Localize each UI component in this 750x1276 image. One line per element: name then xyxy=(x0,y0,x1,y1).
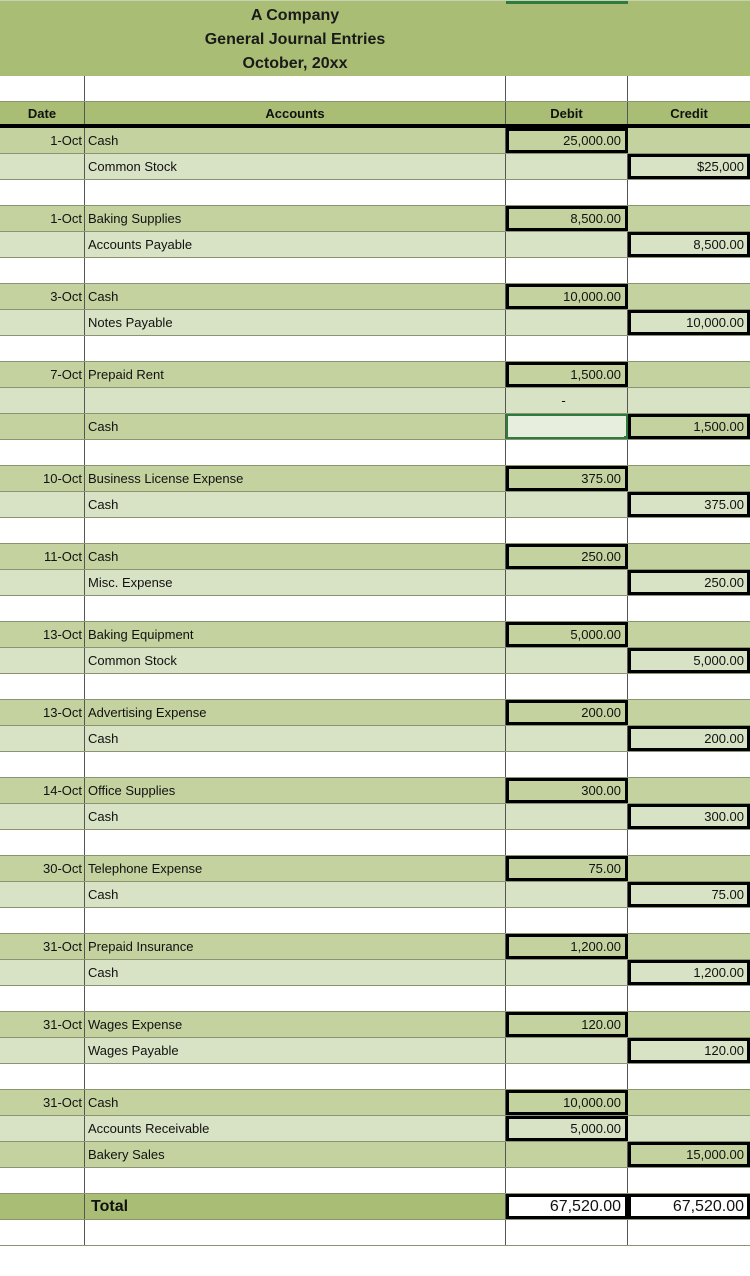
account-cell[interactable]: Common Stock xyxy=(85,154,506,179)
credit-cell[interactable]: 1,500.00 xyxy=(628,414,750,439)
credit-cell[interactable] xyxy=(628,700,750,725)
debit-cell[interactable] xyxy=(506,752,628,777)
debit-cell[interactable] xyxy=(506,336,628,361)
date-cell[interactable] xyxy=(0,1038,85,1063)
date-cell[interactable]: 31-Oct xyxy=(0,1012,85,1037)
journal-entry-row xyxy=(0,804,750,830)
credit-cell[interactable] xyxy=(628,440,750,465)
journal-entry-row xyxy=(0,466,750,492)
date-cell[interactable] xyxy=(0,1194,85,1219)
journal-entry-row xyxy=(0,128,750,154)
account-cell[interactable] xyxy=(85,830,506,855)
account-cell[interactable] xyxy=(85,674,506,699)
column-selection-indicator xyxy=(506,1,628,4)
date-cell[interactable]: 13-Oct xyxy=(0,700,85,725)
debit-cell[interactable]: - xyxy=(506,388,628,413)
total-label[interactable]: Total xyxy=(85,1194,506,1219)
blank-row xyxy=(0,596,750,622)
date-cell[interactable] xyxy=(0,1116,85,1141)
date-cell[interactable]: 14-Oct xyxy=(0,778,85,803)
credit-cell[interactable] xyxy=(628,622,750,647)
debit-cell[interactable] xyxy=(506,570,628,595)
debit-cell[interactable] xyxy=(506,648,628,673)
account-cell[interactable]: Wages Payable xyxy=(85,1038,506,1063)
journal-entry-row xyxy=(0,1012,750,1038)
column-header-row xyxy=(0,102,750,128)
journal-entry-row xyxy=(0,622,750,648)
account-cell[interactable] xyxy=(85,986,506,1011)
credit-cell[interactable] xyxy=(628,284,750,309)
date-cell[interactable]: 1-Oct xyxy=(0,128,85,153)
debit-cell[interactable]: 300.00 xyxy=(506,778,628,803)
date-cell[interactable] xyxy=(0,596,85,621)
date-cell[interactable]: 1-Oct xyxy=(0,206,85,231)
credit-cell[interactable]: 250.00 xyxy=(628,570,750,595)
blank-row xyxy=(0,336,750,362)
account-cell[interactable]: Cash xyxy=(85,128,506,153)
credit-cell[interactable]: 15,000.00 xyxy=(628,1142,750,1167)
account-cell[interactable] xyxy=(85,440,506,465)
debit-cell[interactable]: 75.00 xyxy=(506,856,628,881)
account-cell[interactable]: Prepaid Insurance xyxy=(85,934,506,959)
account-cell[interactable]: Baking Supplies xyxy=(85,206,506,231)
date-cell[interactable] xyxy=(0,180,85,205)
blank-row xyxy=(0,830,750,856)
date-cell[interactable]: 30-Oct xyxy=(0,856,85,881)
debit-cell[interactable] xyxy=(506,258,628,283)
account-cell[interactable]: Misc. Expense xyxy=(85,570,506,595)
debit-cell[interactable]: 120.00 xyxy=(506,1012,628,1037)
account-cell[interactable] xyxy=(85,1220,506,1245)
total-debit[interactable]: 67,520.00 xyxy=(506,1194,628,1219)
credit-cell[interactable] xyxy=(628,466,750,491)
credit-cell[interactable] xyxy=(628,830,750,855)
credit-cell[interactable] xyxy=(628,596,750,621)
journal-entry-row xyxy=(0,934,750,960)
journal-entry-row xyxy=(0,388,750,414)
account-cell[interactable]: Accounts Payable xyxy=(85,232,506,257)
account-cell[interactable]: Bakery Sales xyxy=(85,1142,506,1167)
sheet-header xyxy=(0,0,750,80)
debit-cell[interactable] xyxy=(506,674,628,699)
date-cell[interactable]: 11-Oct xyxy=(0,544,85,569)
journal-entry-row xyxy=(0,778,750,804)
credit-cell[interactable] xyxy=(628,362,750,387)
debit-cell[interactable] xyxy=(506,310,628,335)
debit-cell[interactable] xyxy=(506,76,628,101)
date-cell[interactable] xyxy=(0,76,85,101)
credit-cell[interactable] xyxy=(628,1168,750,1193)
debit-cell[interactable] xyxy=(506,882,628,907)
credit-cell[interactable]: 300.00 xyxy=(628,804,750,829)
blank-row xyxy=(0,180,750,206)
account-cell[interactable]: Notes Payable xyxy=(85,310,506,335)
report-title[interactable]: General Journal Entries xyxy=(204,31,386,48)
journal-entry-row xyxy=(0,856,750,882)
debit-cell[interactable] xyxy=(506,232,628,257)
debit-cell[interactable]: 1,500.00 xyxy=(506,362,628,387)
credit-cell[interactable]: 75.00 xyxy=(628,882,750,907)
account-cell[interactable]: Cash xyxy=(85,804,506,829)
journal-entry-row xyxy=(0,284,750,310)
report-period[interactable]: October, 20xx xyxy=(242,55,348,72)
credit-cell[interactable]: 200.00 xyxy=(628,726,750,751)
date-cell[interactable] xyxy=(0,1168,85,1193)
blank-row xyxy=(0,674,750,700)
debit-cell[interactable]: 1,200.00 xyxy=(506,934,628,959)
journal-entry-row xyxy=(0,726,750,752)
date-cell[interactable] xyxy=(0,154,85,179)
journal-entry-row xyxy=(0,700,750,726)
account-cell[interactable]: Baking Equipment xyxy=(85,622,506,647)
credit-cell[interactable]: 8,500.00 xyxy=(628,232,750,257)
date-cell[interactable] xyxy=(0,388,85,413)
journal-entry-row xyxy=(0,1116,750,1142)
debit-cell[interactable] xyxy=(506,908,628,933)
date-cell[interactable] xyxy=(0,960,85,985)
blank-row xyxy=(0,258,750,284)
account-cell[interactable]: Cash xyxy=(85,882,506,907)
credit-cell[interactable] xyxy=(628,518,750,543)
date-cell[interactable] xyxy=(0,492,85,517)
account-cell[interactable]: Cash xyxy=(85,960,506,985)
date-cell[interactable] xyxy=(0,648,85,673)
account-cell[interactable] xyxy=(85,76,506,101)
debit-cell[interactable] xyxy=(506,1038,628,1063)
account-cell[interactable]: Office Supplies xyxy=(85,778,506,803)
account-cell[interactable] xyxy=(85,388,506,413)
debit-cell[interactable]: 8,500.00 xyxy=(506,206,628,231)
account-cell[interactable] xyxy=(85,258,506,283)
account-cell[interactable]: Business License Expense xyxy=(85,466,506,491)
credit-cell[interactable] xyxy=(628,752,750,777)
account-cell[interactable] xyxy=(85,752,506,777)
date-cell[interactable] xyxy=(0,1064,85,1089)
debit-cell[interactable] xyxy=(506,440,628,465)
date-cell[interactable]: 13-Oct xyxy=(0,622,85,647)
blank-row xyxy=(0,908,750,934)
journal-entry-row xyxy=(0,1038,750,1064)
debit-cell[interactable]: 10,000.00 xyxy=(506,284,628,309)
account-cell[interactable]: Cash xyxy=(85,544,506,569)
journal-entry-row xyxy=(0,492,750,518)
date-cell[interactable] xyxy=(0,986,85,1011)
debit-cell[interactable] xyxy=(506,596,628,621)
debit-cell[interactable]: 5,000.00 xyxy=(506,1116,628,1141)
account-cell[interactable]: Cash xyxy=(85,1090,506,1115)
debit-cell[interactable] xyxy=(506,518,628,543)
date-cell[interactable] xyxy=(0,1142,85,1167)
account-cell[interactable]: Accounts Receivable xyxy=(85,1116,506,1141)
debit-cell[interactable] xyxy=(506,1220,628,1245)
date-cell[interactable]: 3-Oct xyxy=(0,284,85,309)
journal-entry-row xyxy=(0,960,750,986)
date-cell[interactable] xyxy=(0,804,85,829)
credit-cell[interactable] xyxy=(628,674,750,699)
journal-entry-row xyxy=(0,362,750,388)
account-cell[interactable]: Cash xyxy=(85,284,506,309)
debit-cell[interactable] xyxy=(506,986,628,1011)
account-cell[interactable] xyxy=(85,336,506,361)
journal-entry-row xyxy=(0,648,750,674)
journal-entry-row xyxy=(0,570,750,596)
date-cell[interactable]: 31-Oct xyxy=(0,1090,85,1115)
date-cell[interactable] xyxy=(0,908,85,933)
journal-entry-row xyxy=(0,1142,750,1168)
debit-cell[interactable]: 250.00 xyxy=(506,544,628,569)
date-cell[interactable] xyxy=(0,674,85,699)
debit-cell[interactable] xyxy=(506,726,628,751)
credit-cell[interactable] xyxy=(628,76,750,101)
account-cell[interactable]: Cash xyxy=(85,726,506,751)
date-cell[interactable] xyxy=(0,518,85,543)
credit-cell[interactable] xyxy=(628,934,750,959)
debit-cell[interactable] xyxy=(506,804,628,829)
date-cell[interactable]: 10-Oct xyxy=(0,466,85,491)
journal-entry-row xyxy=(0,206,750,232)
credit-cell[interactable] xyxy=(628,128,750,153)
journal-entry-row xyxy=(0,154,750,180)
account-cell[interactable] xyxy=(85,908,506,933)
column-header-date[interactable]: Date xyxy=(0,102,85,124)
blank-row xyxy=(0,986,750,1012)
date-cell[interactable] xyxy=(0,570,85,595)
account-cell[interactable]: Advertising Expense xyxy=(85,700,506,725)
debit-cell[interactable] xyxy=(506,960,628,985)
credit-cell[interactable] xyxy=(628,1220,750,1245)
credit-cell[interactable] xyxy=(628,180,750,205)
account-cell[interactable]: Cash xyxy=(85,414,506,439)
date-cell[interactable] xyxy=(0,726,85,751)
account-cell[interactable] xyxy=(85,180,506,205)
column-header-debit[interactable]: Debit xyxy=(506,102,628,124)
date-cell[interactable] xyxy=(0,232,85,257)
date-cell[interactable] xyxy=(0,336,85,361)
debit-cell[interactable] xyxy=(506,1064,628,1089)
credit-cell[interactable] xyxy=(628,336,750,361)
debit-cell[interactable]: 10,000.00 xyxy=(506,1090,628,1115)
date-cell[interactable]: 7-Oct xyxy=(0,362,85,387)
debit-cell[interactable]: 375.00 xyxy=(506,466,628,491)
debit-cell[interactable] xyxy=(506,830,628,855)
date-cell[interactable] xyxy=(0,882,85,907)
credit-cell[interactable] xyxy=(628,1064,750,1089)
date-cell[interactable] xyxy=(0,752,85,777)
credit-cell[interactable] xyxy=(628,544,750,569)
credit-cell[interactable] xyxy=(628,908,750,933)
debit-cell[interactable]: 25,000.00 xyxy=(506,128,628,153)
blank-row xyxy=(0,440,750,466)
account-cell[interactable]: Cash xyxy=(85,492,506,517)
account-cell[interactable]: Common Stock xyxy=(85,648,506,673)
column-header-credit[interactable]: Credit xyxy=(670,105,708,121)
debit-cell[interactable] xyxy=(506,492,628,517)
credit-cell[interactable] xyxy=(628,1090,750,1115)
credit-cell[interactable]: 1,200.00 xyxy=(628,960,750,985)
credit-cell[interactable] xyxy=(628,258,750,283)
blank-row xyxy=(0,76,750,102)
column-header-accounts[interactable]: Accounts xyxy=(85,102,506,124)
date-cell[interactable] xyxy=(0,440,85,465)
blank-row xyxy=(0,1168,750,1194)
credit-cell[interactable] xyxy=(628,1116,750,1141)
account-cell[interactable] xyxy=(85,1168,506,1193)
credit-cell[interactable] xyxy=(628,856,750,881)
total-credit[interactable]: 67,520.00 xyxy=(628,1194,750,1219)
account-cell[interactable]: Wages Expense xyxy=(85,1012,506,1037)
account-cell[interactable] xyxy=(85,518,506,543)
account-cell[interactable] xyxy=(85,1064,506,1089)
credit-cell[interactable]: 5,000.00 xyxy=(628,648,750,673)
debit-cell[interactable]: 200.00 xyxy=(506,700,628,725)
date-cell[interactable]: 31-Oct xyxy=(0,934,85,959)
credit-cell[interactable] xyxy=(628,388,750,413)
credit-cell[interactable]: 375.00 xyxy=(628,492,750,517)
credit-cell[interactable] xyxy=(628,206,750,231)
credit-cell[interactable]: 10,000.00 xyxy=(628,310,750,335)
credit-cell[interactable] xyxy=(628,986,750,1011)
date-cell[interactable] xyxy=(0,414,85,439)
debit-cell[interactable] xyxy=(506,1142,628,1167)
credit-cell[interactable] xyxy=(628,1012,750,1037)
account-cell[interactable] xyxy=(85,596,506,621)
account-cell[interactable]: Telephone Expense xyxy=(85,856,506,881)
total-row xyxy=(0,1194,750,1220)
blank-row xyxy=(0,752,750,778)
date-cell[interactable] xyxy=(0,310,85,335)
journal-entry-row xyxy=(0,232,750,258)
account-cell[interactable]: Prepaid Rent xyxy=(85,362,506,387)
credit-cell[interactable]: $25,000 xyxy=(628,154,750,179)
debit-cell[interactable] xyxy=(506,1168,628,1193)
journal-entry-row xyxy=(0,882,750,908)
journal-entry-row xyxy=(0,544,750,570)
blank-row xyxy=(0,518,750,544)
blank-row xyxy=(0,1220,750,1246)
debit-cell[interactable] xyxy=(506,154,628,179)
date-cell[interactable] xyxy=(0,830,85,855)
credit-cell[interactable]: 120.00 xyxy=(628,1038,750,1063)
journal-entry-row xyxy=(0,310,750,336)
debit-cell[interactable]: 5,000.00 xyxy=(506,622,628,647)
date-cell[interactable] xyxy=(0,258,85,283)
credit-cell[interactable] xyxy=(628,778,750,803)
blank-row xyxy=(0,1064,750,1090)
journal-entry-row xyxy=(0,414,750,440)
selected-debit-cell[interactable] xyxy=(506,414,628,439)
debit-cell[interactable] xyxy=(506,180,628,205)
company-name[interactable]: A Company xyxy=(250,7,340,24)
journal-entry-row xyxy=(0,1090,750,1116)
date-cell[interactable] xyxy=(0,1220,85,1245)
